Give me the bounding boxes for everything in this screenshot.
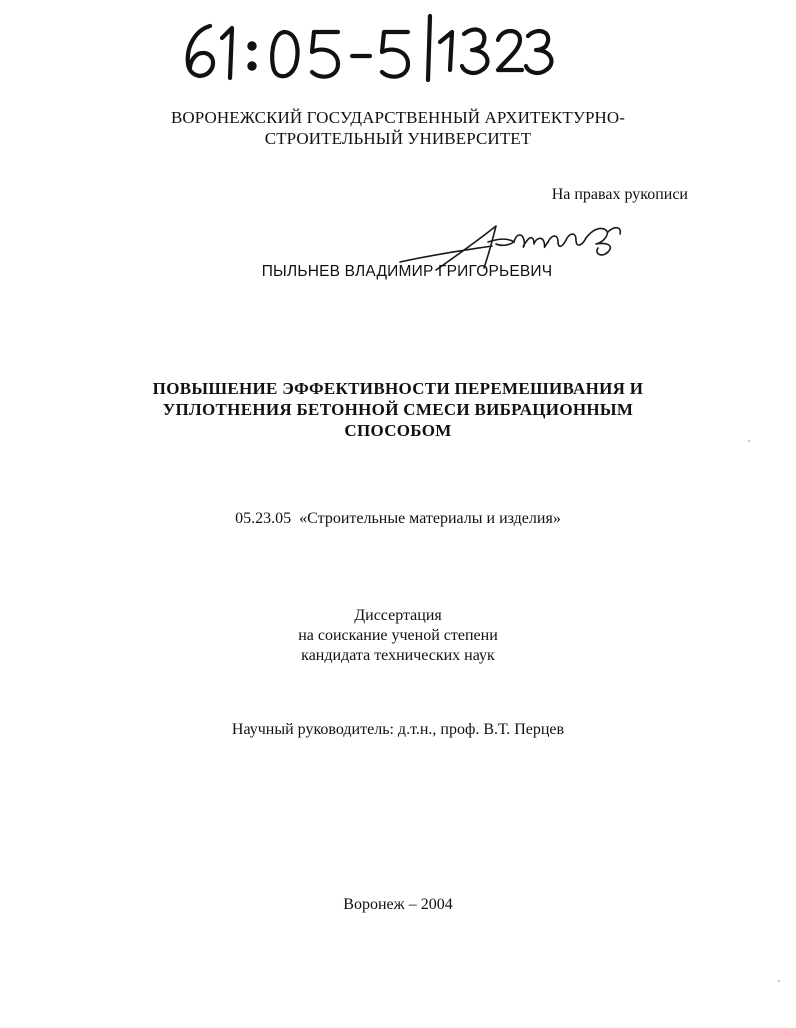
- university-line-2: СТРОИТЕЛЬНЫЙ УНИВЕРСИТЕТ: [264, 129, 532, 148]
- specialty-name: «Строительные материалы и изделия»: [299, 510, 561, 527]
- degree-line-3: кандидата технических наук: [301, 647, 495, 664]
- specialty: [0, 510, 796, 528]
- title-line-2: УПЛОТНЕНИЯ БЕТОННОЙ СМЕСИ ВИБРАЦИОННЫМ: [162, 400, 634, 419]
- university-name: [0, 107, 796, 149]
- degree-line-2: на соискание ученой степени: [298, 627, 498, 644]
- dissertation-title: [0, 378, 796, 441]
- handwritten-archive-code: [172, 8, 562, 88]
- degree-statement: [0, 606, 796, 666]
- university-line-1: ВОРОНЕЖСКИЙ ГОСУДАРСТВЕННЫЙ АРХИТЕКТУРНО-: [170, 108, 626, 127]
- title-line-3: СПОСОБОМ: [344, 421, 452, 440]
- city-and-year: Воронеж – 2004: [343, 896, 453, 913]
- scan-speck: [778, 980, 780, 982]
- title-line-1: ПОВЫШЕНИЕ ЭФФЕКТИВНОСТИ ПЕРЕМЕШИВАНИЯ И: [152, 379, 644, 398]
- scientific-supervisor: Научный руководитель: д.т.н., проф. В.Т. Перцев: [231, 721, 565, 738]
- author-name: ПЫЛЬНЕВ ВЛАДИМИР ГРИГОРЬЕВИЧ: [261, 263, 553, 280]
- manuscript-rights-note: На правах рукописи: [551, 186, 688, 203]
- specialty-code: 05.23.05: [235, 510, 292, 527]
- degree-line-1: Диссертация: [354, 607, 442, 624]
- scan-speck: [748, 440, 750, 442]
